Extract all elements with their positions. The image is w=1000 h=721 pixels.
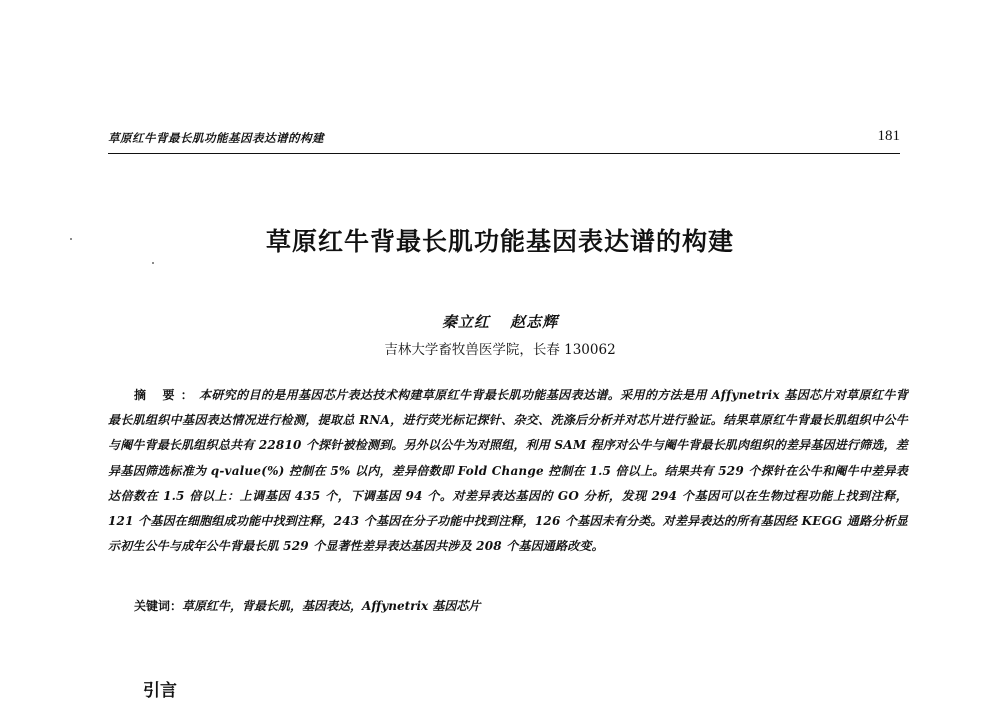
scan-speck bbox=[152, 262, 154, 264]
section-heading: 引言 bbox=[143, 681, 177, 701]
scan-speck bbox=[70, 238, 72, 240]
keywords-text: 草原红牛，背最长肌，基因表达，Affynetrix 基因芯片 bbox=[182, 599, 481, 613]
keywords-label: 关键词： bbox=[134, 599, 183, 613]
header-rule bbox=[108, 153, 900, 154]
article-affiliation: 吉林大学畜牧兽医学院，长春 130062 bbox=[384, 342, 616, 358]
abstract-label: 摘 要： bbox=[134, 388, 199, 402]
running-title: 草原红牛背最长肌功能基因表达谱的构建 bbox=[108, 131, 324, 145]
running-header bbox=[108, 128, 900, 150]
article-authors: 秦立红 赵志辉 bbox=[441, 313, 559, 331]
abstract-text: 本研究的目的是用基因芯片表达技术构建草原红牛背最长肌功能基因表达谱。采用的方法是用 Affynetrix 基因芯片对草原红牛背最长肌组织中基因表达情况进行检测，提取总 RNA，进行荧光标记探针、杂交、洗涤后分析并对芯片进行验证。结果草原红牛背最长肌组织中公牛与阉牛背最长肌组织总共有 22810 个探针被检测到。另外以公牛为对照组，利用 SAM 程序对公牛与阉牛背最长肌肉组织的差异基因进行筛选，差异基因筛选标准为 q-value(%) 控制在 5% 以内，差异倍数即 Fold Change 控制在 1.5 倍以上。结果共有 529 个探针在公牛和阉牛中差异表达倍数在 1.5 倍以上：上调基因 435 个，下调基因 94 个。对差异表达基因的 GO 分析，发现 294 个基因可以在生物过程功能上找到注释，121 个基因在细胞组成功能中找到注释，243 个基因在分子功能中找到注释，126 个基因未有分类。对差异表达的所有基因经 KEGG 通路分析显示初生公牛与成年公牛背最长肌 529 个显著性差异表达基因共涉及 208 个基因通路改变。 bbox=[108, 388, 908, 554]
page-number: 181 bbox=[877, 128, 900, 144]
keywords bbox=[134, 597, 894, 614]
abstract bbox=[108, 383, 908, 559]
article-title: 草原红牛背最长肌功能基因表达谱的构建 bbox=[265, 227, 734, 256]
